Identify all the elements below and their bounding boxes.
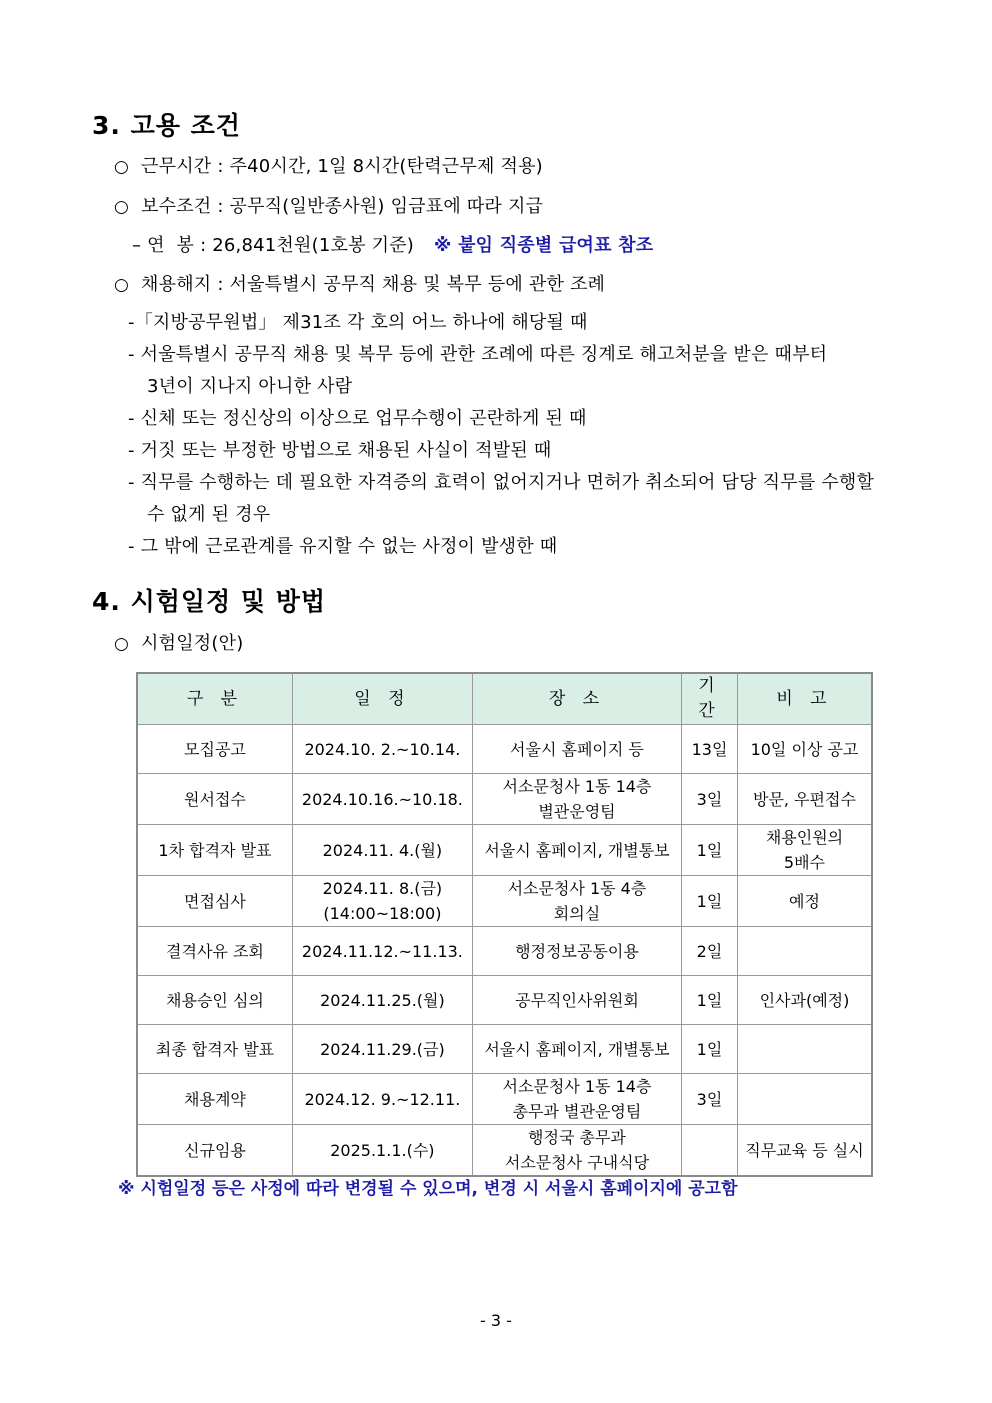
location-cell-text: 서소문청사 1동 4층 [507, 879, 647, 898]
remarks-cell [737, 876, 872, 927]
duration-cell [682, 774, 738, 825]
duration-cell-text: 1일 [696, 990, 723, 1010]
section-4-title: 4. 시험일정 및 방법 [92, 587, 327, 616]
date-cell-text: 2024.11.25.(월) [320, 990, 445, 1010]
remarks-cell [737, 1125, 872, 1177]
termination-item [114, 270, 605, 296]
exam-schedule-heading [114, 629, 243, 655]
header-location: 장 소 [472, 673, 681, 725]
date-cell [292, 774, 472, 825]
category-cell [137, 774, 292, 825]
circle-bullet-icon: ○ [114, 157, 130, 177]
termination-reason: - 그 밖에 근로관계를 유지할 수 없는 사정이 발생한 때 [128, 536, 558, 557]
category-cell [137, 825, 292, 876]
category-cell-text: 채용승인 심의 [166, 990, 264, 1010]
termination-reason: - 서울특별시 공무직 채용 및 복무 등에 관한 조례에 따른 징계로 해고처분을 받은 때부터 [128, 344, 828, 365]
category-cell-text: 최종 합격자 발표 [155, 1039, 275, 1059]
category-cell [137, 1074, 292, 1125]
schedule-change-note: ※ 시험일정 등은 사정에 따라 변경될 수 있으며, 변경 시 서울시 홈페이지에 공고함 [118, 1179, 738, 1199]
remarks-cell-text: 채용인원의 [765, 828, 844, 847]
termination-reason: - 거짓 또는 부정한 방법으로 채용된 사실이 적발된 때 [128, 440, 552, 461]
category-cell-text: 신규임용 [184, 1140, 246, 1160]
remarks-cell-text: 직무교육 등 실시 [745, 1140, 864, 1160]
date-cell-text: 2024.12. 9.~12.11. [304, 1089, 461, 1109]
table-row [137, 774, 872, 825]
location-cell [472, 976, 681, 1025]
duration-cell [682, 976, 738, 1025]
termination-reason-cont: 3년이 지나지 아니한 사람 [147, 376, 353, 397]
remarks-cell-text: 10일 이상 공고 [750, 739, 859, 759]
duration-cell-text: 13일 [691, 739, 728, 759]
location-cell [472, 927, 681, 976]
salary-item [132, 231, 653, 257]
location-cell [472, 1074, 681, 1125]
table-row [137, 927, 872, 976]
category-cell-text: 1차 합격자 발표 [158, 840, 272, 860]
date-cell [292, 976, 472, 1025]
termination-reason: - 신체 또는 정신상의 이상으로 업무수행이 곤란하게 된 때 [128, 408, 587, 429]
category-cell-text: 모집공고 [184, 739, 246, 759]
remarks-cell [737, 774, 872, 825]
header-duration: 기 간 [682, 673, 738, 725]
date-cell-text: (14:00~18:00) [323, 904, 442, 923]
remarks-cell-text: 방문, 우편접수 [753, 789, 856, 809]
salary-reference-note: ※ 붙임 직종별 급여표 참조 [433, 235, 654, 256]
duration-cell-text: 1일 [696, 891, 723, 911]
duration-cell [682, 725, 738, 774]
duration-cell [682, 1125, 738, 1177]
termination-reason-cont: 수 없게 된 경우 [147, 504, 271, 525]
duration-cell [682, 876, 738, 927]
date-cell [292, 1025, 472, 1074]
termination-reason: - 직무를 수행하는 데 필요한 자격증의 효력이 없어지거나 면허가 취소되어 담당 직무를 수행할 [128, 472, 875, 493]
category-cell-text: 결격사유 조회 [166, 941, 264, 961]
remarks-cell-text: 5배수 [783, 853, 826, 872]
remarks-cell [737, 1025, 872, 1074]
location-cell [472, 1025, 681, 1074]
location-cell [472, 725, 681, 774]
date-cell [292, 1074, 472, 1125]
category-cell-text: 면접심사 [184, 891, 246, 911]
location-cell-text: 서울시 홈페이지 등 [510, 739, 644, 759]
category-cell [137, 876, 292, 927]
date-cell-text: 2024.10.16.~10.18. [301, 789, 463, 809]
location-cell-text: 공무직인사위원회 [515, 990, 639, 1010]
termination-reason: -「지방공무원법」 제31조 각 호의 어느 하나에 해당될 때 [128, 312, 588, 333]
header-category: 구 분 [137, 673, 292, 725]
location-cell [472, 876, 681, 927]
circle-bullet-icon: ○ [114, 197, 130, 217]
remarks-cell [737, 825, 872, 876]
location-cell [472, 1125, 681, 1177]
pay-conditions-item [114, 192, 543, 218]
remarks-cell-text: 인사과(예정) [759, 990, 850, 1010]
location-cell [472, 825, 681, 876]
category-cell [137, 1125, 292, 1177]
work-hours-item [114, 152, 543, 178]
category-cell [137, 976, 292, 1025]
date-cell-text: 2024.11. 4.(월) [322, 840, 443, 860]
location-cell-text: 서소문청사 1동 14층 [502, 777, 652, 796]
date-cell-text: 2024.10. 2.~10.14. [304, 739, 461, 759]
date-cell-text: 2024.11.12.~11.13. [301, 941, 463, 961]
circle-bullet-icon: ○ [114, 275, 130, 295]
location-cell-text: 서소문청사 구내식당 [504, 1153, 650, 1172]
termination-text: 채용해지 : 서울특별시 공무직 채용 및 복무 등에 관한 조례 [141, 274, 606, 295]
salary-text: 연 봉 : 26,841천원(1호봉 기준) [147, 235, 414, 256]
location-cell-text: 서울시 홈페이지, 개별통보 [484, 1039, 670, 1059]
category-cell [137, 1025, 292, 1074]
date-cell-text: 2024.11.29.(금) [320, 1039, 445, 1059]
duration-cell [682, 1074, 738, 1125]
exam-schedule-label: 시험일정(안) [141, 633, 244, 654]
location-cell-text: 행정정보공동이용 [515, 941, 639, 961]
remarks-cell [737, 1074, 872, 1125]
table-row [137, 1074, 872, 1125]
duration-cell-text: 2일 [696, 941, 723, 961]
date-cell [292, 725, 472, 774]
pay-conditions-text: 보수조건 : 공무직(일반종사원) 임금표에 따라 지급 [141, 196, 544, 217]
date-cell-text: 2024.11. 8.(금) [322, 879, 443, 898]
date-cell [292, 927, 472, 976]
category-cell [137, 725, 292, 774]
section-3-title: 3. 고용 조건 [92, 111, 241, 140]
dash-mark: – [132, 235, 142, 256]
location-cell-text: 총무과 별관운영팀 [512, 1102, 642, 1121]
category-cell [137, 927, 292, 976]
circle-bullet-icon: ○ [114, 634, 130, 654]
duration-cell-text: 1일 [696, 1039, 723, 1059]
remarks-cell [737, 976, 872, 1025]
duration-cell-text: 1일 [696, 840, 723, 860]
page-number: - 3 - [480, 1311, 512, 1330]
remarks-cell [737, 725, 872, 774]
table-row [137, 876, 872, 927]
date-cell [292, 825, 472, 876]
location-cell-text: 행정국 총무과 [528, 1128, 626, 1147]
remarks-cell [737, 927, 872, 976]
category-cell-text: 원서접수 [184, 789, 246, 809]
location-cell-text: 회의실 [553, 904, 601, 923]
remarks-cell-text: 예정 [789, 891, 820, 911]
location-cell-text: 서울시 홈페이지, 개별통보 [484, 840, 670, 860]
table-row [137, 1125, 872, 1177]
location-cell-text: 별관운영팀 [538, 802, 616, 821]
location-cell [472, 774, 681, 825]
header-remarks: 비 고 [737, 673, 872, 725]
duration-cell-text: 3일 [696, 1089, 723, 1109]
table-header-row [137, 673, 872, 725]
date-cell [292, 876, 472, 927]
table-row [137, 976, 872, 1025]
duration-cell [682, 927, 738, 976]
work-hours-text: 근무시간 : 주40시간, 1일 8시간(탄력근무제 적용) [141, 156, 543, 177]
duration-cell [682, 825, 738, 876]
category-cell-text: 채용계약 [184, 1089, 246, 1109]
duration-cell [682, 1025, 738, 1074]
header-date: 일 정 [292, 673, 472, 725]
table-row [137, 825, 872, 876]
date-cell-text: 2025.1.1.(수) [330, 1140, 435, 1160]
location-cell-text: 서소문청사 1동 14층 [502, 1077, 652, 1096]
date-cell [292, 1125, 472, 1177]
table-row [137, 1025, 872, 1074]
duration-cell-text: 3일 [696, 789, 723, 809]
table-row [137, 725, 872, 774]
exam-schedule-table [136, 672, 873, 1177]
